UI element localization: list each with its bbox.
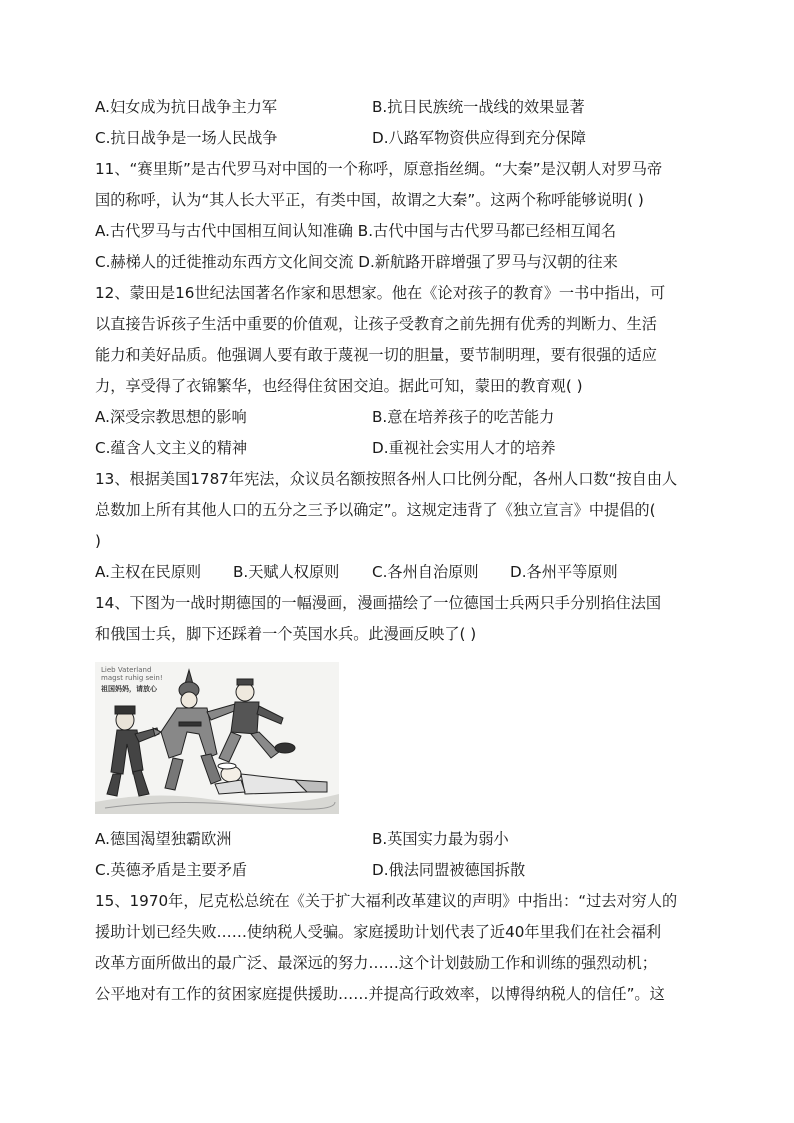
- q15-stem-line: 15、1970年，尼克松总统在《关于扩大福利改革建议的声明》中指出：“过去对穷人的: [95, 892, 678, 910]
- cartoon-caption-german: Lieb Vaterland magst ruhig sein!: [101, 666, 163, 682]
- q12-option-a[interactable]: A.深受宗教思想的影响: [95, 408, 247, 426]
- wwi-cartoon-image: [95, 662, 339, 814]
- q12-option-c[interactable]: C.蕴含人文主义的精神: [95, 439, 248, 457]
- q14-options-row-1: [95, 824, 700, 855]
- q13-stem-line: 13、根据美国1787年宪法，众议员名额按照各州人口比例分配，各州人口数“按自由人: [95, 470, 678, 488]
- q15-stem-line: 援助计划已经失败……使纳税人受骗。家庭援助计划代表了近40年里我们在社会福利: [95, 923, 662, 941]
- q10-option-d[interactable]: D.八路军物资供应得到充分保障: [372, 129, 586, 147]
- q13-stem-line: 总数加上所有其他人口的五分之三予以确定”。这规定违背了《独立宣言》中提倡的(: [95, 501, 656, 519]
- q11-stem-line: 11、“赛里斯”是古代罗马对中国的一个称呼，原意指丝绸。“大秦”是汉朝人对罗马帝: [95, 160, 663, 178]
- q10-options-row-1: [95, 92, 700, 123]
- q13-option-d[interactable]: D.各州平等原则: [510, 563, 618, 581]
- q12-option-d[interactable]: D.重视社会实用人才的培养: [372, 439, 556, 457]
- q12-stem-line: 能力和美好品质。他强调人要有敢于蔑视一切的胆量，要节制明理，要有很强的适应: [95, 346, 657, 364]
- q13-option-b[interactable]: B.天赋人权原则: [233, 563, 340, 581]
- q12-stem-line: 12、蒙田是16世纪法国著名作家和思想家。他在《论对孩子的教育》一书中指出，可: [95, 284, 666, 302]
- q10-option-c[interactable]: C.抗日战争是一场人民战争: [95, 129, 278, 147]
- q14-stem-line: 和俄国士兵，脚下还踩着一个英国水兵。此漫画反映了( ): [95, 625, 477, 643]
- q11-options-cd[interactable]: C.赫梯人的迁徙推动东西方文化间交流 D.新航路开辟增强了罗马与汉朝的往来: [95, 253, 618, 271]
- q14-options-row-2: [95, 855, 700, 886]
- q12-options-row-1: [95, 402, 700, 433]
- q13-options-row: [95, 557, 700, 588]
- q12-options-row-2: [95, 433, 700, 464]
- q15-stem-line: 改革方面所做出的最广泛、最深远的努力……这个计划鼓励工作和训练的强烈动机；: [95, 954, 657, 972]
- q12-option-b[interactable]: B.意在培养孩子的吃苦能力: [372, 408, 555, 426]
- q14-option-b[interactable]: B.英国实力最为弱小: [372, 830, 509, 848]
- q10-option-b[interactable]: B.抗日民族统一战线的效果显著: [372, 98, 585, 116]
- q14-stem-line: 14、下图为一战时期德国的一幅漫画，漫画描绘了一位德国士兵两只手分别掐住法国: [95, 594, 662, 612]
- q12-stem-line: 力，享受得了衣锦繁华，也经得住贫困交迫。据此可知，蒙田的教育观( ): [95, 377, 583, 395]
- q13-option-a[interactable]: A.主权在民原则: [95, 563, 202, 581]
- q10-option-a[interactable]: A.妇女成为抗日战争主力军: [95, 98, 278, 116]
- q12-stem-line: 以直接告诉孩子生活中重要的价值观，让孩子受教育之前先拥有优秀的判断力、生活: [95, 315, 657, 333]
- q14-option-d[interactable]: D.俄法同盟被德国拆散: [372, 861, 526, 879]
- q11-stem-line: 国的称呼，认为“其人长大平正，有类中国，故谓之大秦”。这两个称呼能够说明( ): [95, 191, 644, 209]
- q13-option-c[interactable]: C.各州自治原则: [372, 563, 479, 581]
- q14-option-c[interactable]: C.英德矛盾是主要矛盾: [95, 861, 248, 879]
- q15-stem-line: 公平地对有工作的贫困家庭提供援助……并提高行政效率，以博得纳税人的信任”。这: [95, 985, 665, 1003]
- question-content: [95, 92, 700, 1010]
- q13-stem-line: ): [95, 532, 101, 550]
- q14-option-a[interactable]: A.德国渴望独霸欧洲: [95, 830, 232, 848]
- q11-options-ab[interactable]: A.古代罗马与古代中国相互间认知准确 B.古代中国与古代罗马都已经相互闻名: [95, 222, 617, 240]
- q10-options-row-2: [95, 123, 700, 154]
- cartoon-caption-chinese: 祖国妈妈，请放心: [101, 685, 157, 693]
